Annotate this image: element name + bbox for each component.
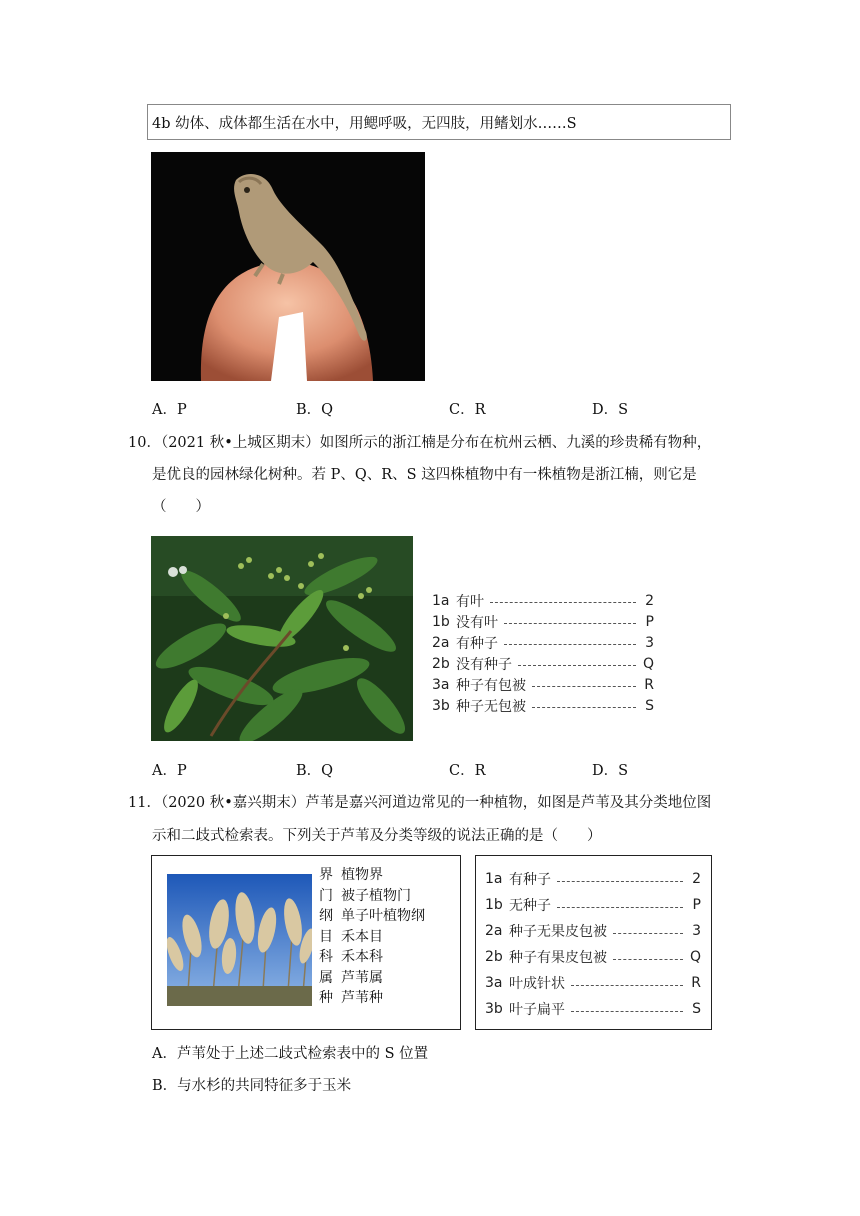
taxonomy-name: 植物界 bbox=[341, 867, 383, 884]
key-code: 2a bbox=[432, 634, 450, 651]
taxonomy-row bbox=[319, 987, 425, 1008]
key-result: 3 bbox=[645, 634, 654, 651]
q10-stem-line1: 10．（2021 秋•上城区期末）如图所示的浙江楠是分布在杭州云栖、九溪的珍贵稀有物种， bbox=[128, 435, 712, 451]
key-result: P bbox=[645, 613, 654, 630]
tree-illustration bbox=[151, 536, 413, 741]
key-result: S bbox=[645, 697, 654, 714]
key-result: Q bbox=[689, 949, 701, 965]
key-label: 没有种子 bbox=[456, 656, 512, 673]
reed-illustration bbox=[167, 874, 312, 1006]
key-row bbox=[485, 944, 701, 970]
q11-option-a[interactable]: A．芦苇处于上述二歧式检索表中的 S 位置 bbox=[152, 1046, 429, 1062]
taxonomy-name: 芦苇种 bbox=[341, 990, 383, 1007]
taxonomy-name: 禾本科 bbox=[341, 949, 383, 966]
key-row bbox=[432, 611, 654, 632]
reed-photo bbox=[167, 874, 312, 1006]
key-row bbox=[432, 695, 654, 716]
q10-option-a[interactable]: A．P bbox=[152, 763, 187, 779]
key-label: 种子有果皮包被 bbox=[509, 950, 607, 966]
reed-taxonomy-box bbox=[151, 855, 461, 1030]
key-label: 有叶 bbox=[456, 593, 484, 610]
taxonomy-row bbox=[319, 946, 425, 967]
q10-option-b[interactable]: B．Q bbox=[296, 763, 334, 779]
q9-option-a[interactable]: A．P bbox=[152, 402, 187, 418]
key-code: 3a bbox=[485, 975, 503, 991]
key-code: 1b bbox=[485, 897, 503, 913]
key-result: 3 bbox=[692, 923, 701, 939]
key-line-box bbox=[147, 104, 731, 140]
key-row bbox=[432, 632, 654, 653]
key-code: 3b bbox=[432, 697, 450, 714]
q9-option-c[interactable]: C．R bbox=[449, 402, 486, 418]
key-row bbox=[485, 970, 701, 996]
q11-stem-line2: 示和二歧式检索表。下列关于芦苇及分类等级的说法正确的是（ ） bbox=[152, 828, 602, 844]
q11-dichotomous-key bbox=[475, 855, 712, 1030]
chameleon-illustration bbox=[151, 152, 425, 381]
q10-dichotomous-key bbox=[432, 590, 654, 716]
key-label: 没有叶 bbox=[456, 614, 498, 631]
key-code: 3a bbox=[432, 676, 450, 693]
taxonomy-list bbox=[319, 864, 425, 1008]
q10-option-d[interactable]: D．S bbox=[592, 763, 629, 779]
taxonomy-rank: 门 bbox=[319, 887, 333, 904]
taxonomy-rank: 种 bbox=[319, 990, 333, 1007]
taxonomy-row bbox=[319, 926, 425, 947]
key-label: 无种子 bbox=[509, 898, 551, 914]
key-row bbox=[432, 653, 654, 674]
key-code: 1b bbox=[432, 613, 450, 630]
taxonomy-rank: 界 bbox=[319, 867, 333, 884]
taxonomy-row bbox=[319, 864, 425, 885]
q9-option-b[interactable]: B．Q bbox=[296, 402, 334, 418]
taxonomy-rank: 目 bbox=[319, 928, 333, 945]
taxonomy-name: 被子植物门 bbox=[341, 887, 411, 904]
key-code: 2b bbox=[432, 655, 450, 672]
taxonomy-rank: 纲 bbox=[319, 908, 333, 925]
q10-stem-line2: 是优良的园林绿化树种。若 P、Q、R、S 这四株植物中有一株植物是浙江楠，则它是 bbox=[152, 467, 697, 483]
q11-option-b[interactable]: B．与水杉的共同特征多于玉米 bbox=[152, 1078, 352, 1094]
taxonomy-rank: 属 bbox=[319, 969, 333, 986]
taxonomy-rank: 科 bbox=[319, 949, 333, 966]
key-row bbox=[432, 590, 654, 611]
key-result: R bbox=[644, 676, 654, 693]
key-code: 1a bbox=[432, 592, 450, 609]
key-label: 叶子扁平 bbox=[509, 1002, 565, 1018]
chameleon-photo bbox=[151, 152, 425, 381]
key-row bbox=[432, 674, 654, 695]
taxonomy-name: 单子叶植物纲 bbox=[341, 908, 425, 925]
key-result: Q bbox=[642, 655, 654, 672]
key-result: R bbox=[691, 975, 701, 991]
q10-stem-line3: （ ） bbox=[152, 499, 210, 515]
key-row bbox=[485, 996, 701, 1022]
key-code: 1a bbox=[485, 871, 503, 887]
q10-option-c[interactable]: C．R bbox=[449, 763, 486, 779]
key-code: 2a bbox=[485, 923, 503, 939]
key-row bbox=[485, 918, 701, 944]
key-line-4b: 4b 幼体、成体都生活在水中，用鳃呼吸，无四肢，用鳍划水……S bbox=[152, 115, 577, 132]
key-code: 3b bbox=[485, 1001, 503, 1017]
key-result: 2 bbox=[645, 592, 654, 609]
key-label: 种子无包被 bbox=[456, 698, 526, 715]
key-label: 种子无果皮包被 bbox=[509, 924, 607, 940]
key-code: 2b bbox=[485, 949, 503, 965]
key-result: 2 bbox=[692, 871, 701, 887]
taxonomy-row bbox=[319, 885, 425, 906]
taxonomy-row bbox=[319, 905, 425, 926]
key-label: 有种子 bbox=[456, 635, 498, 652]
q9-option-d[interactable]: D．S bbox=[592, 402, 629, 418]
key-row bbox=[485, 892, 701, 918]
key-label: 叶成针状 bbox=[509, 976, 565, 992]
key-result: S bbox=[692, 1001, 701, 1017]
zhejiang-nan-photo bbox=[151, 536, 413, 741]
key-label: 有种子 bbox=[509, 872, 551, 888]
taxonomy-name: 禾本目 bbox=[341, 928, 383, 945]
q11-stem-line1: 11．（2020 秋•嘉兴期末）芦苇是嘉兴河道边常见的一种植物，如图是芦苇及其分类地位图 bbox=[128, 795, 712, 811]
key-label: 种子有包被 bbox=[456, 677, 526, 694]
key-result: P bbox=[692, 897, 701, 913]
taxonomy-row bbox=[319, 967, 425, 988]
taxonomy-name: 芦苇属 bbox=[341, 969, 383, 986]
key-row bbox=[485, 866, 701, 892]
